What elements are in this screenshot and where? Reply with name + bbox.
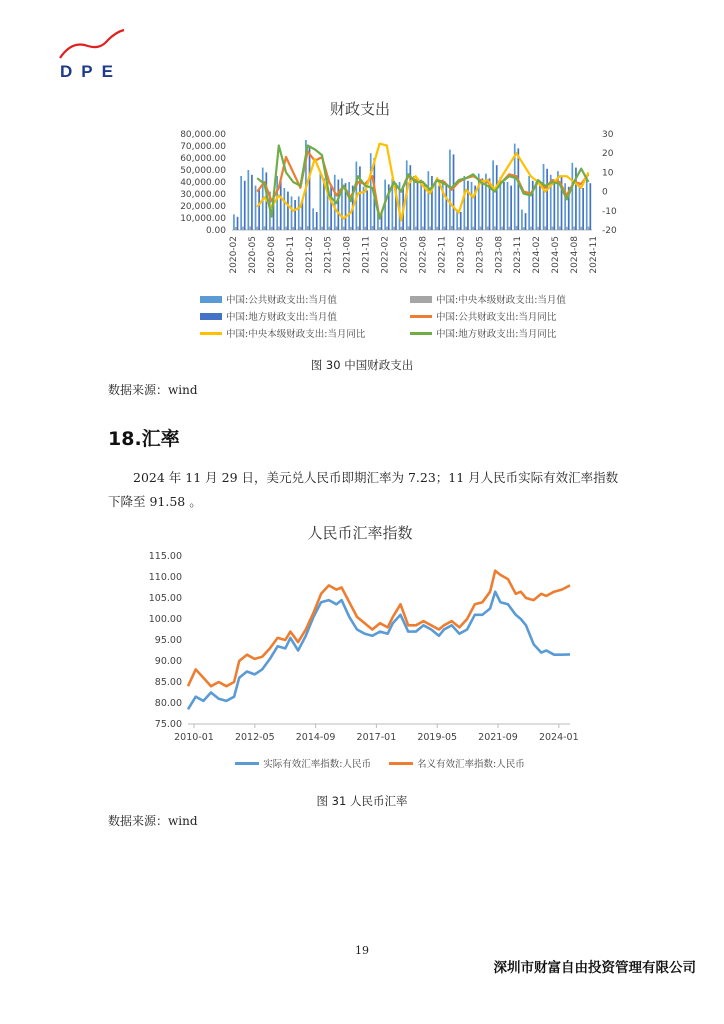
fig30-bar (517, 148, 519, 230)
fig30-bar (496, 165, 498, 230)
fig30-bar (427, 171, 429, 230)
fig30-bar (366, 190, 368, 230)
fig30-legend-swatch (410, 332, 432, 335)
fig30-bar (309, 146, 311, 230)
fig30-legend-item (200, 309, 410, 323)
fig30-bar (580, 227, 582, 230)
fig30-bar (544, 226, 546, 230)
fig30-bar (552, 227, 554, 230)
fig30-legend-item (200, 326, 410, 340)
logo-text: DPE (60, 62, 122, 81)
fig30-bar (264, 226, 266, 230)
fig30-bar (312, 208, 314, 230)
fig31-x-tick: 2019-05 (417, 732, 458, 743)
fig30-x-tick: 2021-08 (342, 236, 353, 274)
fig30-bar (298, 196, 300, 230)
fig30-x-tick: 2024-05 (551, 236, 562, 274)
fig30-bar (472, 227, 474, 230)
fig30-bar (330, 186, 332, 230)
fig30-bar (283, 188, 285, 230)
fig30-right-tick: -20 (602, 226, 617, 236)
fig30-x-tick: 2021-11 (361, 236, 372, 274)
fig30-bar (235, 227, 237, 230)
section-paragraph: 2024 年 11 月 29 日，美元兑人民币即期汇率为 7.23；11 月人民币实际有效汇率指数下降至 91.58 。 (108, 470, 619, 509)
fig30-bar (480, 227, 482, 230)
fig30-left-tick: 60,000.00 (180, 154, 226, 164)
fig30-left-tick: 50,000.00 (180, 166, 226, 176)
fig31-x-tick: 2024-01 (538, 732, 579, 743)
fig30-bar (546, 169, 548, 230)
fig30-bar (321, 227, 323, 230)
fig30-bar (508, 227, 510, 230)
fig30-bar (420, 180, 422, 230)
fig30-legend-item (410, 326, 620, 340)
fig30-bar (588, 227, 590, 230)
fig30-bar (422, 227, 424, 230)
fig30-bar (328, 227, 330, 230)
fig30-bar (316, 212, 318, 230)
fig30-bar (494, 226, 496, 230)
fig30-legend-label: 中国:地方财政支出:当月值 (226, 312, 337, 323)
fig31-y-tick: 110.00 (148, 572, 182, 583)
fig31-y-tick: 100.00 (148, 614, 182, 625)
fig30-x-tick: 2022-08 (418, 236, 429, 274)
fig31-y-tick: 85.00 (154, 677, 182, 688)
fig31-legend-label: 实际有效汇率指数:人民币 (263, 759, 371, 770)
fig30-x-tick: 2021-05 (323, 236, 334, 274)
fig30-bar (255, 186, 257, 230)
fig31-legend-item (389, 756, 525, 770)
fig31-series-line (188, 592, 570, 710)
fig31-x-tick: 2017-01 (356, 732, 397, 743)
fig30-caption: 图 30 中国财政支出 (310, 358, 414, 372)
fig30-bar (357, 226, 359, 230)
fig30-bar (424, 184, 426, 230)
fig30-bar (271, 227, 273, 230)
fig31-legend-label: 名义有效汇率指数:人民币 (417, 759, 525, 770)
fig30-bar (379, 227, 381, 230)
fig30-bar (492, 160, 494, 230)
fig30-x-tick: 2023-02 (456, 236, 467, 274)
fig30-x-tick: 2020-08 (266, 236, 277, 274)
fig30-bar (525, 213, 527, 230)
fig31-legend (200, 756, 560, 770)
fig30-bar (280, 181, 282, 230)
fig30-legend-label: 中国:地方财政支出:当月同比 (436, 329, 557, 340)
fig30-legend-item (410, 292, 620, 306)
fig30-bar (471, 182, 473, 230)
fig30-legend-swatch (200, 296, 222, 303)
fig30-legend-label: 中国:公共财政支出:当月值 (226, 295, 337, 306)
fig30-x-tick: 2023-05 (475, 236, 486, 274)
fig30-bar (240, 176, 242, 230)
fig30-x-tick: 2021-02 (304, 236, 315, 274)
fig30-left-tick: 40,000.00 (180, 178, 226, 188)
fig30-legend-label: 中国:公共财政支出:当月同比 (436, 312, 557, 323)
fig31-legend-swatch (389, 762, 413, 765)
fig30-bar (586, 178, 588, 230)
fig31-x-tick: 2010-01 (174, 732, 214, 743)
fig30-legend-item (410, 309, 620, 323)
fig30-bar (510, 186, 512, 230)
fig31-x-tick: 2012-05 (234, 732, 275, 743)
fig31-source: 数据来源：wind (108, 814, 198, 828)
fig30-bar (415, 227, 417, 230)
fig31-y-tick: 80.00 (154, 698, 182, 709)
fig30-bar (359, 166, 361, 230)
fig30-bar (237, 217, 239, 230)
fig31-y-tick: 115.00 (148, 551, 182, 562)
fig30-bar (528, 176, 530, 230)
fig30-legend-swatch (200, 332, 222, 335)
fig30-right-tick: 30 (602, 130, 614, 140)
fig30-bar (501, 227, 503, 230)
fig30-right-tick: -10 (602, 206, 617, 217)
fig31-legend-item (235, 756, 371, 770)
fig30-bar (543, 164, 545, 230)
fig30-bar (559, 227, 561, 230)
fig30-bar (386, 227, 388, 230)
fig30-x-tick: 2023-11 (513, 236, 524, 274)
fig30-bar (438, 186, 440, 230)
fig30-bar (343, 227, 345, 230)
fig30-legend-item (200, 292, 410, 306)
fig30-left-tick: 80,000.00 (180, 130, 226, 140)
fig30-bar (307, 226, 309, 230)
fig30-bar (431, 176, 433, 230)
fig30-bar (535, 182, 537, 230)
fig30-bar (294, 200, 296, 230)
fig30-left-tick: 30,000.00 (180, 190, 226, 200)
fig30-bar (413, 176, 415, 230)
fig31-y-tick: 105.00 (148, 593, 182, 604)
fig30-bar (364, 227, 366, 230)
fig30-bar (256, 227, 258, 230)
fig31-chart-title: 人民币汇率指数 (307, 524, 413, 542)
page-number: 19 (355, 944, 369, 957)
fig31-x-tick: 2021-09 (478, 732, 518, 743)
fig30-chart-title: 财政支出 (329, 100, 390, 118)
fig30-bar (258, 189, 260, 230)
fig30-left-tick: 20,000.00 (180, 202, 226, 212)
fig30-left-tick: 10,000.00 (180, 214, 226, 224)
fig30-x-tick: 2020-11 (285, 236, 296, 274)
fig30-bar (571, 163, 573, 230)
fig30-source: 数据来源：wind (108, 383, 198, 397)
fig30-legend-label: 中国:中央本级财政支出:当月同比 (226, 329, 366, 340)
fig30-bar (233, 214, 235, 230)
fig30-x-tick: 2022-05 (399, 236, 410, 274)
fig31-y-tick: 90.00 (154, 656, 182, 667)
fig30-bar (393, 227, 395, 230)
fig30-right-tick: 0 (602, 187, 608, 198)
fig30-bar (487, 227, 489, 230)
fig30-bar (336, 227, 338, 230)
fig30-bar (287, 192, 289, 230)
fig30-bar (516, 226, 518, 230)
fig30-left-tick: 70,000.00 (180, 142, 226, 152)
fig30-bar (372, 226, 374, 230)
fig30-x-tick: 2023-08 (494, 236, 505, 274)
fig30-legend-label: 中国:中央本级财政支出:当月值 (436, 295, 566, 306)
fig30-bar (445, 184, 447, 230)
fig30-legend-swatch (410, 296, 432, 303)
fig30-bar (582, 188, 584, 230)
fig31-x-tick: 2014-09 (295, 732, 336, 743)
company-name: 深圳市财富自由投资管理有限公司 (493, 960, 696, 976)
fig31-series-line (188, 571, 570, 687)
fig30-x-tick: 2024-08 (570, 236, 581, 274)
fig30-bar (400, 227, 402, 230)
fig30-right-tick: 10 (602, 168, 614, 179)
fig30-bar (507, 182, 509, 230)
fig30-bar (319, 174, 321, 230)
fig30-left-tick: 0.00 (205, 226, 226, 236)
fig30-bar (348, 182, 350, 230)
fig31-legend-swatch (235, 762, 259, 765)
fig30-bar (465, 227, 467, 230)
fig30-x-tick: 2022-02 (380, 236, 391, 274)
fig30-bar (579, 184, 581, 230)
fig31-y-tick: 95.00 (154, 635, 182, 646)
fig30-bar (481, 178, 483, 230)
fig30-bar (435, 182, 437, 230)
fig30-bar (337, 180, 339, 230)
fig30-bar (370, 153, 372, 230)
section-heading: 18.汇率 (108, 428, 180, 450)
fig30-bar (314, 227, 316, 230)
fig31-y-tick: 75.00 (154, 719, 182, 730)
fig30-bar (417, 181, 419, 230)
fig30-bar (276, 176, 278, 230)
fig30-bar (249, 226, 251, 230)
fig30-bar (285, 227, 287, 230)
fig30-x-tick: 2020-02 (229, 236, 239, 274)
fig30-bar (453, 154, 455, 230)
fig30-bar (521, 210, 523, 230)
fig30-bar (539, 186, 541, 230)
fig30-bar (436, 227, 438, 230)
fig30-bar (251, 175, 253, 230)
fig30-x-tick: 2024-11 (589, 236, 599, 274)
fig30-bar (429, 227, 431, 230)
fig30-x-tick: 2022-11 (437, 236, 448, 274)
fig30-legend-swatch (200, 313, 222, 320)
fig30-bar (463, 176, 465, 230)
fig30-right-tick: 20 (602, 149, 614, 160)
fig30-bar (244, 181, 246, 230)
fig30-bar (530, 227, 532, 230)
fig30-bar (247, 170, 249, 230)
fig30-x-tick: 2024-02 (532, 236, 543, 274)
fig30-bar (291, 196, 293, 230)
fig30-bar (444, 227, 446, 230)
fig30-bar (458, 227, 460, 230)
fig30-bar (589, 183, 591, 230)
fig30-bar (300, 227, 302, 230)
fig30-bar (350, 227, 352, 230)
fig30-legend (200, 292, 620, 340)
fig30-bar (566, 227, 568, 230)
fig30-bar (408, 226, 410, 230)
fig30-bar (278, 227, 280, 230)
fig30-bar (573, 226, 575, 230)
fig30-bar (451, 226, 453, 230)
fig30-bar (523, 227, 525, 230)
fig30-legend-swatch (410, 315, 432, 318)
logo-swoosh-icon (58, 28, 128, 60)
fig30-x-tick: 2020-05 (247, 236, 258, 274)
fig30-bar (467, 181, 469, 230)
fig30-bar (242, 227, 244, 230)
fig30-bar (553, 180, 555, 230)
fig31-caption: 图 31 人民币汇率 (316, 794, 408, 808)
fig30-bar (460, 212, 462, 230)
fig30-bar (292, 227, 294, 230)
fig31-chart (140, 548, 590, 748)
fig30-bar (537, 227, 539, 230)
fig30-bar (503, 182, 505, 230)
